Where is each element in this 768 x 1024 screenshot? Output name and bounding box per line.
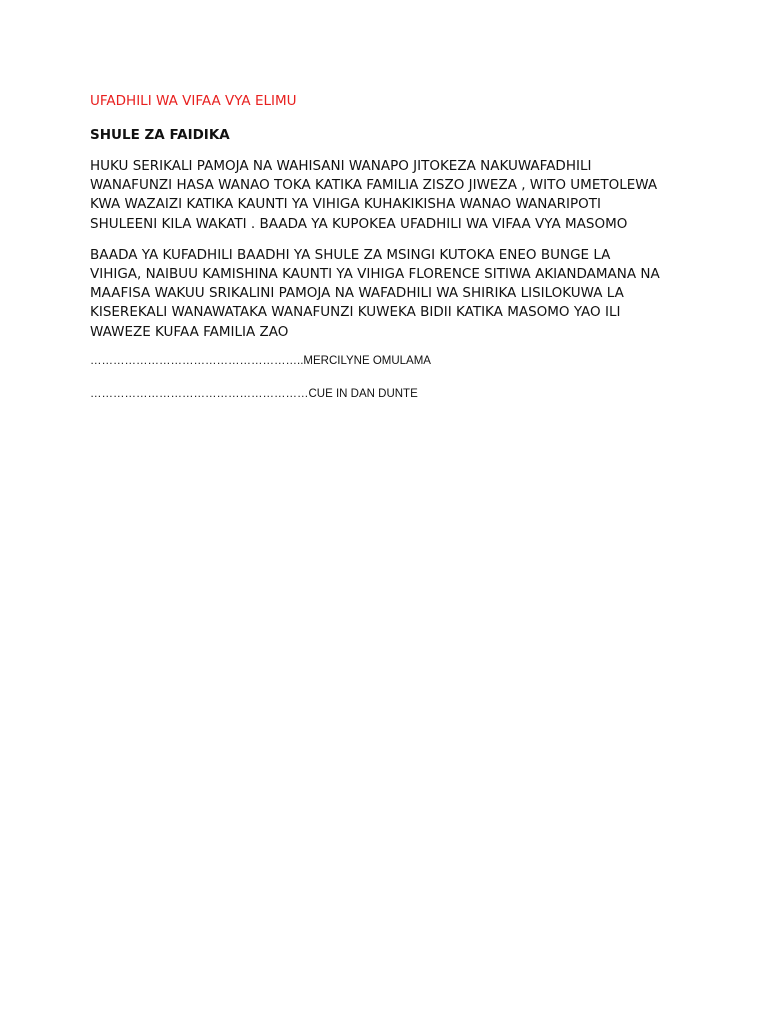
paragraph-2 — [90, 246, 690, 342]
paragraph-2-line: VIHIGA, NAIBUU KAMISHINA KAUNTI YA VIHIGA FLORENCE SITIWA AKIANDAMANA NA — [90, 266, 660, 283]
paragraph-1-line: HUKU SERIKALI PAMOJA NA WAHISANI WANAPO JITOKEZA NAKUWAFADHILI — [90, 158, 592, 174]
paragraph-2-line: BAADA YA KUFADHILI BAADHI YA SHULE ZA MSINGI KUTOKA ENEO BUNGE LA — [90, 246, 611, 263]
paragraph-1-line: KWA WAZAIZI KATIKA KAUNTI YA VIHIGA KUHAKIKISHA WANAO WANARIPOTI — [90, 196, 601, 213]
signature-line-2: …………………………………………………CUE IN DAN DUNTE — [90, 387, 418, 400]
paragraph-1-line: SHULEENI KILA WAKATI . BAADA YA KUPOKEA UFADHILI WA VIFAA VYA MASOMO — [90, 215, 628, 232]
paragraph-1 — [90, 157, 690, 234]
paragraph-1-line: WANAFUNZI HASA WANAO TOKA KATIKA FAMILIA ZISZO JIWEZA , WITO UMETOLEWA — [90, 177, 658, 194]
paragraph-2-line: KISEREKALI WANAWATAKA WANAFUNZI KUWEKA BIDII KATIKA MASOMO YAO ILI — [90, 304, 621, 321]
headline: UFADHILI WA VIFAA VYA ELIMU — [90, 93, 297, 109]
subheading: SHULE ZA FAIDIKA — [90, 127, 230, 143]
document-page — [90, 92, 690, 420]
paragraph-2-line: WAWEZE KUFAA FAMILIA ZAO — [90, 323, 289, 340]
paragraph-2-line: MAAFISA WAKUU SRIKALINI PAMOJA NA WAFADHILI WA SHIRIKA LISILOKUWA LA — [90, 285, 624, 302]
signature-line-1: ………………………………………………..MERCILYNE OMULAMA — [90, 354, 431, 367]
